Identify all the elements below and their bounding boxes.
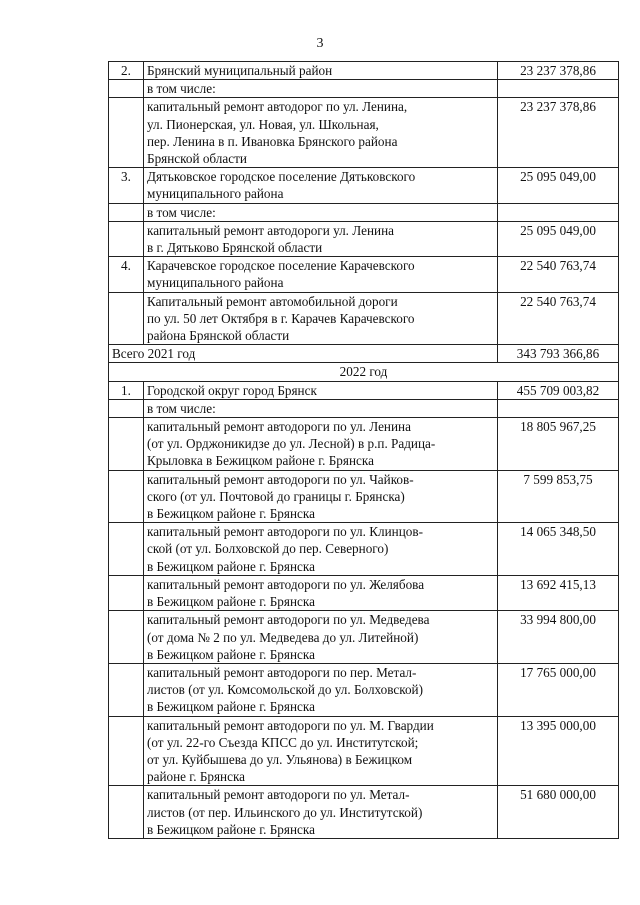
text-line: капитальный ремонт автодороги по ул. Ленина	[147, 419, 411, 435]
text-line: в Бежицком районе г. Брянска	[147, 594, 315, 610]
project-description	[144, 203, 498, 221]
text-line: листов (от ул. Комсомольской до ул. Болховской)	[147, 682, 424, 698]
text-line: капитальный ремонт автодороги ул. Ленина	[147, 222, 394, 238]
text-line: (от ул. 22-го Съезда КПСС до ул. Институтской;	[147, 734, 419, 750]
page-number: 3	[316, 36, 324, 51]
text-line: в том числе:	[147, 204, 216, 220]
text-line: в том числе:	[147, 81, 216, 97]
project-description	[144, 470, 498, 523]
project-description	[144, 80, 498, 98]
text-line: в Бежицком районе г. Брянска	[147, 558, 315, 574]
total-label: Всего 2021 год	[109, 345, 498, 363]
text-line: капитальный ремонт автодорог по ул. Ленина,	[147, 99, 408, 115]
amount-cell: 25 095 049,00	[498, 168, 619, 203]
text-line: капитальный ремонт автодороги по ул. Чайков-	[147, 471, 414, 487]
project-description	[144, 221, 498, 256]
table-row	[109, 418, 619, 471]
year-heading: 2022 год	[109, 363, 619, 381]
text-line: Брянской области	[147, 151, 247, 167]
text-line: капитальный ремонт автодороги по ул. М. Гвардии	[147, 717, 434, 733]
row-number: 4.	[109, 257, 144, 292]
text-line: Крыловка в Бежицком районе г. Брянска	[147, 453, 374, 469]
text-line: пер. Ленина в п. Ивановка Брянского района	[147, 133, 398, 149]
text-line: капитальный ремонт автодороги по ул. Медведева	[147, 612, 430, 628]
amount-cell: 25 095 049,00	[498, 221, 619, 256]
amount-cell: 18 805 967,25	[498, 418, 619, 471]
table-row	[109, 523, 619, 576]
text-line: Карачевское городское поселение Карачевского	[147, 258, 415, 274]
amount-cell: 22 540 763,74	[498, 257, 619, 292]
text-line: ского (от ул. Почтовой до границы г. Брянска)	[147, 488, 405, 504]
entity-name	[144, 257, 498, 292]
text-line: Дятьковское городское поселение Дятьковского	[147, 169, 416, 185]
amount-cell: 455 709 003,82	[498, 381, 619, 399]
text-line: ской (от ул. Болховской до пер. Северного)	[147, 541, 389, 557]
amount-cell: 22 540 763,74	[498, 292, 619, 345]
row-number	[109, 221, 144, 256]
amount-cell	[498, 203, 619, 221]
table-row	[109, 98, 619, 168]
text-line: по ул. 50 лет Октября в г. Карачев Карачевского	[147, 310, 415, 326]
row-number	[109, 575, 144, 610]
table-row	[109, 399, 619, 417]
text-line: Городской округ город Брянск	[147, 382, 317, 398]
text-line: Капитальный ремонт автомобильной дороги	[147, 293, 398, 309]
text-line: (от ул. Орджоникидзе до ул. Лесной) в р.п. Радица-	[147, 436, 436, 452]
row-number	[109, 80, 144, 98]
row-number	[109, 292, 144, 345]
text-line: в г. Дятьково Брянской области	[147, 240, 323, 256]
table-row	[109, 203, 619, 221]
row-number	[109, 203, 144, 221]
funding-table	[108, 61, 619, 839]
row-number: 3.	[109, 168, 144, 203]
project-description	[144, 611, 498, 664]
text-line: капитальный ремонт автодороги по ул. Желябова	[147, 576, 425, 592]
table-body	[109, 62, 619, 839]
row-number	[109, 470, 144, 523]
table-row	[109, 62, 619, 80]
amount-cell: 23 237 378,86	[498, 62, 619, 80]
row-number: 1.	[109, 381, 144, 399]
amount-cell: 13 395 000,00	[498, 716, 619, 786]
amount-cell: 343 793 366,86	[498, 345, 619, 363]
text-line: листов (от пер. Ильинского до ул. Институтской)	[147, 804, 423, 820]
table-row	[109, 257, 619, 292]
text-line: от ул. Куйбышева до ул. Ульянова) в Бежицком	[147, 751, 413, 767]
text-line: капитальный ремонт автодороги по пер. Метал-	[147, 664, 417, 680]
text-line: в Бежицком районе г. Брянска	[147, 646, 315, 662]
amount-cell: 33 994 800,00	[498, 611, 619, 664]
project-description	[144, 399, 498, 417]
row-number	[109, 663, 144, 716]
row-number	[109, 399, 144, 417]
project-description	[144, 292, 498, 345]
text-line: районе г. Брянска	[147, 769, 246, 785]
table-row	[109, 716, 619, 786]
table-row	[109, 381, 619, 399]
table-row	[109, 470, 619, 523]
text-line: в Бежицком районе г. Брянска	[147, 699, 315, 715]
row-number	[109, 523, 144, 576]
text-line: района Брянской области	[147, 328, 290, 344]
row-number: 2.	[109, 62, 144, 80]
text-line: муниципального района	[147, 186, 284, 202]
project-description	[144, 523, 498, 576]
table-row	[109, 575, 619, 610]
text-line: в том числе:	[147, 400, 216, 416]
table-row	[109, 221, 619, 256]
text-line: капитальный ремонт автодороги по ул. Метал-	[147, 787, 410, 803]
project-description	[144, 716, 498, 786]
project-description	[144, 98, 498, 168]
project-description	[144, 575, 498, 610]
row-number	[109, 418, 144, 471]
amount-cell: 17 765 000,00	[498, 663, 619, 716]
table-row	[109, 345, 619, 363]
amount-cell	[498, 399, 619, 417]
text-line: муниципального района	[147, 275, 284, 291]
amount-cell: 51 680 000,00	[498, 786, 619, 839]
table-row	[109, 611, 619, 664]
text-line: Брянский муниципальный район	[147, 63, 333, 78]
entity-name	[144, 62, 498, 80]
row-number	[109, 98, 144, 168]
table-row	[109, 292, 619, 345]
text-line: в Бежицком районе г. Брянска	[147, 506, 315, 522]
table-row	[109, 663, 619, 716]
text-line: ул. Пионерская, ул. Новая, ул. Школьная,	[147, 116, 379, 132]
amount-cell: 13 692 415,13	[498, 575, 619, 610]
row-number	[109, 611, 144, 664]
table-row	[109, 786, 619, 839]
table-row	[109, 168, 619, 203]
project-description	[144, 786, 498, 839]
row-number	[109, 786, 144, 839]
amount-cell	[498, 80, 619, 98]
entity-name	[144, 168, 498, 203]
project-description	[144, 418, 498, 471]
amount-cell: 7 599 853,75	[498, 470, 619, 523]
project-description	[144, 663, 498, 716]
text-line: в Бежицком районе г. Брянска	[147, 821, 315, 837]
text-line: капитальный ремонт автодороги по ул. Клинцов-	[147, 524, 423, 540]
table-row	[109, 363, 619, 381]
amount-cell: 23 237 378,86	[498, 98, 619, 168]
row-number	[109, 716, 144, 786]
text-line: (от дома № 2 по ул. Медведева до ул. Литейной)	[147, 629, 419, 645]
table-row	[109, 80, 619, 98]
amount-cell: 14 065 348,50	[498, 523, 619, 576]
entity-name	[144, 381, 498, 399]
